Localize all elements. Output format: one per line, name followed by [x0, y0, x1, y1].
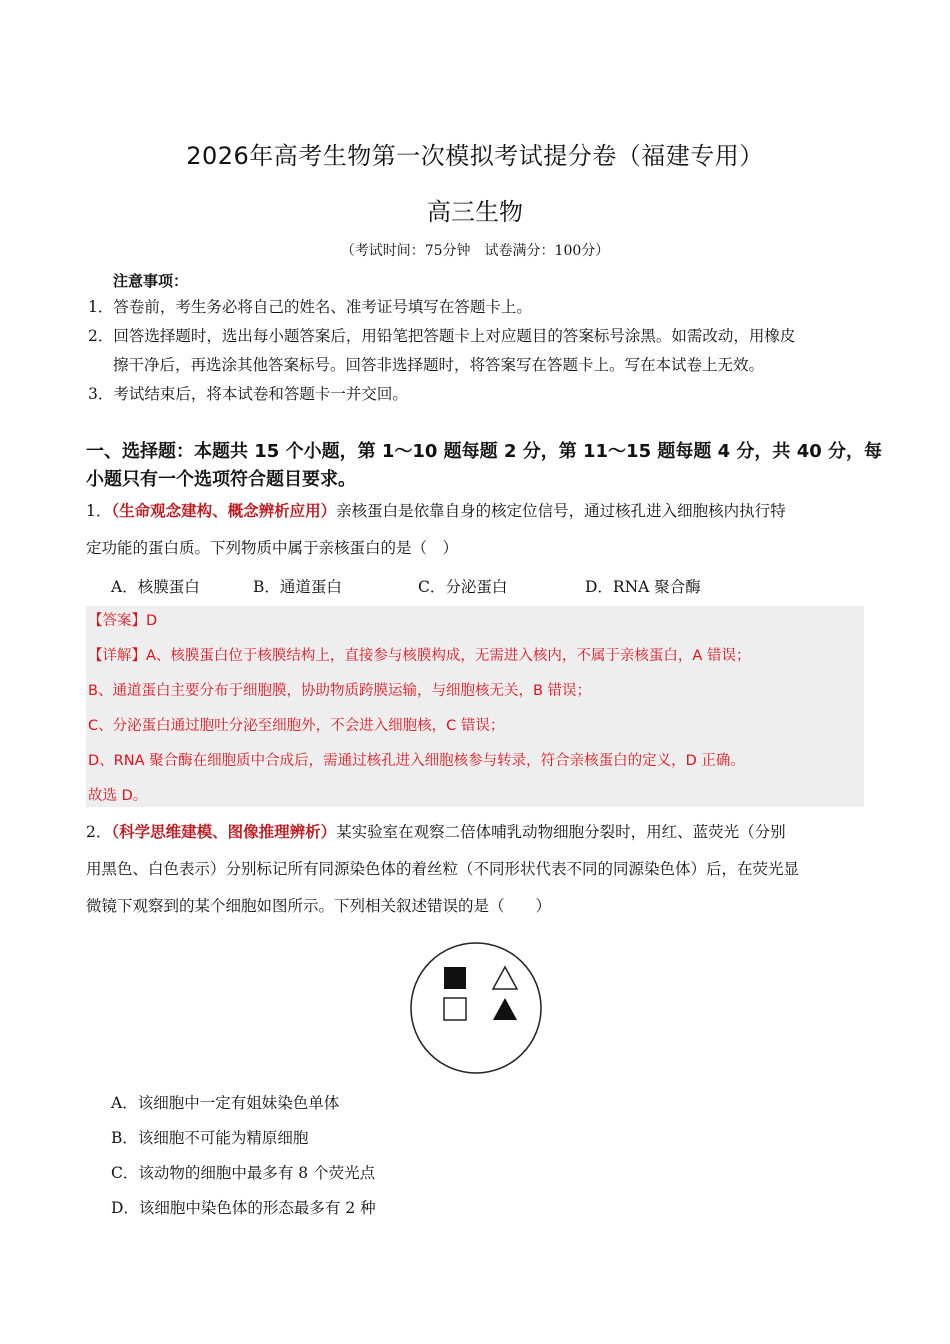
q1-analysis-2: B、通道蛋白主要分布于细胞膜，协助物质跨膜运输，与细胞核无关，B 错误；	[88, 683, 592, 699]
answer-box	[86, 606, 864, 807]
q2-option-c: C．该动物的细胞中最多有 8 个荧光点	[111, 1164, 376, 1182]
black-square-centromere	[444, 967, 466, 989]
q1-stem-text: 亲核蛋白是依靠自身的核定位信号，通过核孔进入细胞核内执行特	[336, 502, 786, 520]
q1-analysis-1: 【详解】A、核膜蛋白位于核膜结构上，直接参与核膜构成，无需进入核内，不属于亲核蛋白，A 错误；	[88, 648, 751, 664]
black-triangle-centromere	[493, 998, 517, 1020]
notice-heading: 注意事项：	[113, 272, 189, 290]
q1-analysis-3: C、分泌蛋白通过胞吐分泌至细胞外，不会进入细胞核，C 错误；	[88, 718, 505, 734]
cell-membrane	[411, 943, 541, 1073]
q1-tag: （生命观念建构、概念辨析应用）	[111, 502, 337, 520]
page-subtitle: 高三生物	[427, 198, 523, 226]
q1-number: 1．	[86, 502, 112, 520]
q1-option-a: A．核膜蛋白	[111, 578, 200, 596]
white-square-centromere	[444, 998, 466, 1020]
q2-stem-line1	[86, 822, 786, 842]
q2-stem-text: 某实验室在观察二倍体哺乳动物细胞分裂时，用红、蓝荧光（分别	[336, 823, 786, 841]
white-triangle-centromere	[493, 967, 517, 989]
q1-analysis-4: D、RNA 聚合酶在细胞质中合成后，需通过核孔进入细胞核参与转录，符合亲核蛋白的定义，D 正确。	[88, 753, 745, 769]
q1-answer: 【答案】D	[88, 613, 158, 629]
page-title: 2026年高考生物第一次模拟考试提分卷（福建专用）	[186, 142, 764, 170]
notice-item-1: 1．答卷前，考生务必将自己的姓名、准考证号填写在答题卡上。	[88, 298, 532, 316]
q2-option-a: A．该细胞中一定有姐妹染色单体	[111, 1094, 340, 1112]
q1-stem-line2: 定功能的蛋白质。下列物质中属于亲核蛋白的是（ ）	[86, 539, 459, 557]
exam-info: （考试时间：75分钟 试卷满分：100分）	[340, 243, 610, 259]
q2-number: 2．	[86, 823, 112, 841]
q2-option-d: D．该细胞中染色体的形态最多有 2 种	[111, 1199, 376, 1217]
section-heading-line2: 小题只有一个选项符合题目要求。	[86, 469, 356, 490]
notice-item-2-cont: 擦干净后，再选涂其他答案标号。回答非选择题时，将答案写在答题卡上。写在本试卷上无效。	[113, 356, 765, 374]
notice-item-3: 3．考试结束后，将本试卷和答题卡一并交回。	[88, 385, 408, 403]
q1-option-c: C．分泌蛋白	[418, 578, 508, 596]
notice-item-2: 2．回答选择题时，选出每小题答案后，用铅笔把答题卡上对应题目的答案标号涂黑。如需改动，用橡皮	[88, 327, 796, 345]
q1-option-d: D．RNA 聚合酶	[585, 578, 701, 596]
cell-diagram	[409, 941, 543, 1075]
q2-stem-line2: 用黑色、白色表示）分别标记所有同源染色体的着丝粒（不同形状代表不同的同源染色体）后，在荧光显	[86, 860, 800, 878]
q2-stem-line3: 微镜下观察到的某个细胞如图所示。下列相关叙述错误的是（ ）	[86, 897, 552, 915]
q1-option-b: B．通道蛋白	[253, 578, 342, 596]
q2-option-b: B．该细胞不可能为精原细胞	[111, 1129, 309, 1147]
q1-stem-line1	[86, 501, 786, 521]
q1-analysis-5: 故选 D。	[88, 788, 148, 804]
section-heading-line1: 一、选择题：本题共 15 个小题，第 1～10 题每题 2 分，第 11～15 题每题 4 分，共 40 分，每	[86, 441, 883, 462]
q2-tag: （科学思维建模、图像推理辨析）	[111, 823, 337, 841]
